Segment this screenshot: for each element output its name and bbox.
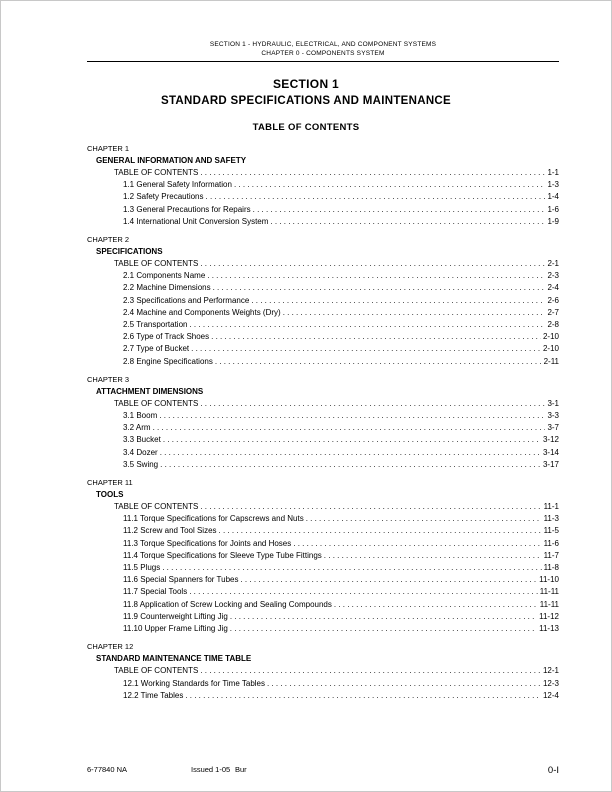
chapter-label: CHAPTER 11 <box>87 478 133 488</box>
chapter-entries <box>87 398 559 471</box>
footer-page-number: 0-I <box>547 765 559 776</box>
toc-entry-label: TABLE OF CONTENTS <box>114 398 199 408</box>
toc-entry-page: 3-3 <box>547 411 559 421</box>
toc-entry-label: TABLE OF CONTENTS <box>114 666 199 676</box>
toc-entry <box>87 574 559 586</box>
footer-bur-label: Bur <box>235 765 247 774</box>
toc-entry-label: 3.1 Boom <box>123 411 158 421</box>
toc-dot-leader <box>230 611 537 623</box>
chapter-label: CHAPTER 3 <box>87 374 130 384</box>
toc-entry <box>87 191 559 203</box>
toc-entry-label: 3.4 Dozer <box>123 447 158 457</box>
toc-entry-label: 11.8 Application of Screw Locking and Sealing Compounds <box>123 599 332 609</box>
toc-dot-leader <box>162 562 541 574</box>
toc-dot-leader <box>324 550 542 562</box>
toc-dot-leader <box>306 513 542 525</box>
chapter-entries <box>87 167 559 228</box>
toc-entry-label: 11.2 Screw and Tool Sizes <box>123 526 217 536</box>
toc-entry <box>87 179 559 191</box>
toc-dot-leader <box>200 501 541 513</box>
toc-entry-label: 2.5 Transportation <box>123 320 188 330</box>
toc-entry-label: 1.4 International Unit Conversion System <box>123 216 269 226</box>
toc-entry <box>87 550 559 562</box>
footer-doc-number: 6-77840 NA <box>87 765 128 774</box>
toc-entry <box>87 356 559 368</box>
toc-entry-page: 12-4 <box>542 690 559 700</box>
toc-entry-page: 2-4 <box>547 283 559 293</box>
toc-dot-leader <box>215 356 542 368</box>
chapter-title: STANDARD MAINTENANCE TIME TABLE <box>96 654 252 664</box>
chapter-entries <box>87 665 559 702</box>
toc-entry-label: 2.1 Components Name <box>123 271 206 281</box>
toc-entry <box>87 447 559 459</box>
header-line-2: CHAPTER 0 - COMPONENTS SYSTEM <box>261 50 385 57</box>
toc-dot-leader <box>219 525 542 537</box>
toc-entry <box>87 307 559 319</box>
chapter-title: GENERAL INFORMATION AND SAFETY <box>96 156 247 165</box>
toc-entry-label: 3.3 Bucket <box>123 435 161 445</box>
toc-entry-label: 11.10 Upper Frame Lifting Jig <box>123 624 228 634</box>
toc-entry-page: 3-1 <box>547 398 559 408</box>
toc-entry-label: 11.1 Torque Specifications for Capscrews and Nuts <box>123 514 304 524</box>
toc-entry-page: 2-1 <box>547 259 559 269</box>
toc-entry-page: 12-3 <box>542 678 559 688</box>
toc-entry-label: 11.7 Special Tools <box>123 587 188 597</box>
toc-dot-leader <box>189 586 538 598</box>
toc-entry <box>87 538 559 550</box>
toc-entry-page: 1-4 <box>547 192 559 202</box>
chapter-label: CHAPTER 12 <box>87 642 134 652</box>
toc-entry-page: 3-12 <box>542 435 559 445</box>
toc-entry <box>87 422 559 434</box>
toc-dot-leader <box>283 307 546 319</box>
section-title: STANDARD SPECIFICATIONS AND MAINTENANCE <box>160 95 452 107</box>
toc-dot-leader <box>211 331 541 343</box>
toc-chapters <box>87 143 559 708</box>
toc-entry <box>87 611 559 623</box>
toc-entry <box>87 295 559 307</box>
toc-entry <box>87 690 559 702</box>
toc-entry-label: 12.1 Working Standards for Time Tables <box>123 678 265 688</box>
toc-entry <box>87 204 559 216</box>
toc-dot-leader <box>267 678 541 690</box>
toc-dot-leader <box>207 270 545 282</box>
toc-entry-page: 1-1 <box>547 168 559 177</box>
toc-entry-page: 2-10 <box>542 344 559 354</box>
toc-dot-leader <box>189 319 545 331</box>
toc-dot-leader <box>163 434 541 446</box>
toc-entry <box>87 343 559 355</box>
toc-entry-label: 11.6 Special Spanners for Tubes <box>123 575 239 585</box>
toc-entry-label: 2.6 Type of Track Shoes <box>123 332 210 342</box>
toc-entry-label: 12.2 Time Tables <box>123 690 184 700</box>
toc-entry <box>87 501 559 513</box>
toc-dot-leader <box>293 538 541 550</box>
toc-entry <box>87 319 559 331</box>
toc-entry-page: 2-10 <box>542 332 559 342</box>
chapter-title: TOOLS <box>96 490 124 500</box>
toc-entry-page: 11-6 <box>543 538 559 548</box>
toc-entry-page: 11-10 <box>539 575 559 585</box>
toc-entry <box>87 623 559 635</box>
toc-entry-label: 2.3 Specifications and Performance <box>123 295 250 305</box>
toc-entry-label: 1.2 Safety Precautions <box>123 192 204 202</box>
toc-entry <box>87 331 559 343</box>
toc-entry-label: 2.8 Engine Specifications <box>123 356 213 366</box>
toc-chapter <box>87 374 559 471</box>
toc-entry-page: 3-17 <box>542 459 559 469</box>
toc-entry <box>87 459 559 471</box>
toc-entry <box>87 513 559 525</box>
toc-dot-leader <box>200 665 541 677</box>
toc-entry <box>87 167 559 179</box>
chapter-entries <box>87 501 559 635</box>
toc-dot-leader <box>160 459 541 471</box>
toc-entry <box>87 434 559 446</box>
toc-entry-page: 11-13 <box>539 624 559 634</box>
toc-dot-leader <box>191 343 541 355</box>
toc-entry-label: 3.5 Swing <box>123 459 159 469</box>
chapter-entries <box>87 258 559 368</box>
toc-entry-label: 11.4 Torque Specifications for Sleeve Type Tube Fittings <box>123 550 322 560</box>
toc-entry-page: 11-11 <box>539 587 559 597</box>
toc-chapter <box>87 641 559 702</box>
toc-entry-label: 1.3 General Precautions for Repairs <box>123 204 251 214</box>
toc-dot-leader <box>200 258 545 270</box>
toc-entry-page: 3-7 <box>547 423 559 433</box>
header-line-1: SECTION 1 - HYDRAULIC, ELECTRICAL, AND COMPONENT SYSTEMS <box>209 41 437 48</box>
toc-dot-leader <box>334 599 538 611</box>
toc-entry-page: 2-3 <box>547 271 559 281</box>
toc-entry <box>87 270 559 282</box>
toc-chapter <box>87 477 559 635</box>
chapter-label: CHAPTER 2 <box>87 235 130 245</box>
toc-dot-leader <box>153 422 546 434</box>
toc-dot-leader <box>234 179 545 191</box>
toc-dot-leader <box>200 398 545 410</box>
section-number: SECTION 1 <box>272 77 340 91</box>
toc-entry-label: 2.4 Machine and Components Weights (Dry) <box>123 307 281 317</box>
toc-entry-page: 2-8 <box>547 320 559 330</box>
toc-dot-leader <box>206 191 546 203</box>
toc-entry-label: TABLE OF CONTENTS <box>114 259 199 269</box>
toc-dot-leader <box>251 295 545 307</box>
toc-dot-leader <box>200 167 545 179</box>
toc-entry-page: 2-11 <box>543 356 559 366</box>
toc-chapter <box>87 143 559 228</box>
toc-heading: TABLE OF CONTENTS <box>252 122 360 133</box>
toc-entry-label: 2.2 Machine Dimensions <box>123 283 211 293</box>
toc-entry-page: 11-3 <box>543 514 559 524</box>
page-header <box>87 40 559 62</box>
toc-entry-page: 11-1 <box>543 502 559 512</box>
toc-entry <box>87 282 559 294</box>
chapter-label: CHAPTER 1 <box>87 144 130 153</box>
toc-entry-label: TABLE OF CONTENTS <box>114 502 199 512</box>
toc-entry <box>87 678 559 690</box>
toc-entry <box>87 410 559 422</box>
toc-entry-label: 11.3 Torque Specifications for Joints and Hoses <box>123 538 292 548</box>
toc-entry <box>87 398 559 410</box>
toc-entry <box>87 586 559 598</box>
toc-entry-page: 11-11 <box>539 599 559 609</box>
toc-entry-page: 11-7 <box>543 550 559 560</box>
toc-entry-page: 11-5 <box>543 526 559 536</box>
footer-issue-date: Issued 1-05 <box>191 765 231 774</box>
toc-entry <box>87 562 559 574</box>
toc-chapter <box>87 234 559 368</box>
title-block <box>1 77 611 133</box>
toc-entry <box>87 258 559 270</box>
toc-entry-label: 2.7 Type of Bucket <box>123 344 190 354</box>
toc-entry-page: 1-3 <box>547 180 559 190</box>
toc-entry <box>87 665 559 677</box>
toc-entry-page: 1-9 <box>547 216 559 226</box>
toc-entry-label: TABLE OF CONTENTS <box>114 168 199 177</box>
toc-dot-leader <box>270 216 545 228</box>
toc-dot-leader <box>230 623 537 635</box>
chapter-title: ATTACHMENT DIMENSIONS <box>96 386 204 396</box>
page-footer <box>87 765 559 779</box>
chapter-title: SPECIFICATIONS <box>96 247 163 257</box>
toc-entry <box>87 525 559 537</box>
toc-entry-page: 1-6 <box>547 204 559 214</box>
toc-entry-page: 12-1 <box>542 666 559 676</box>
toc-entry-label: 1.1 General Safety Information <box>123 180 232 190</box>
toc-dot-leader <box>213 282 546 294</box>
toc-dot-leader <box>160 447 541 459</box>
toc-entry-label: 11.5 Plugs <box>123 563 161 573</box>
toc-entry-page: 2-6 <box>547 295 559 305</box>
toc-entry-page: 11-12 <box>539 611 559 621</box>
toc-entry-page: 3-14 <box>542 447 559 457</box>
toc-dot-leader <box>159 410 545 422</box>
toc-entry-page: 2-7 <box>547 307 559 317</box>
toc-entry <box>87 599 559 611</box>
toc-entry <box>87 216 559 228</box>
toc-dot-leader <box>240 574 537 586</box>
toc-entry-label: 11.9 Counterweight Lifting Jig <box>123 611 228 621</box>
toc-entry-page: 11-8 <box>543 563 559 573</box>
toc-dot-leader <box>253 204 546 216</box>
toc-dot-leader <box>185 690 541 702</box>
toc-entry-label: 3.2 Arm <box>123 423 151 433</box>
